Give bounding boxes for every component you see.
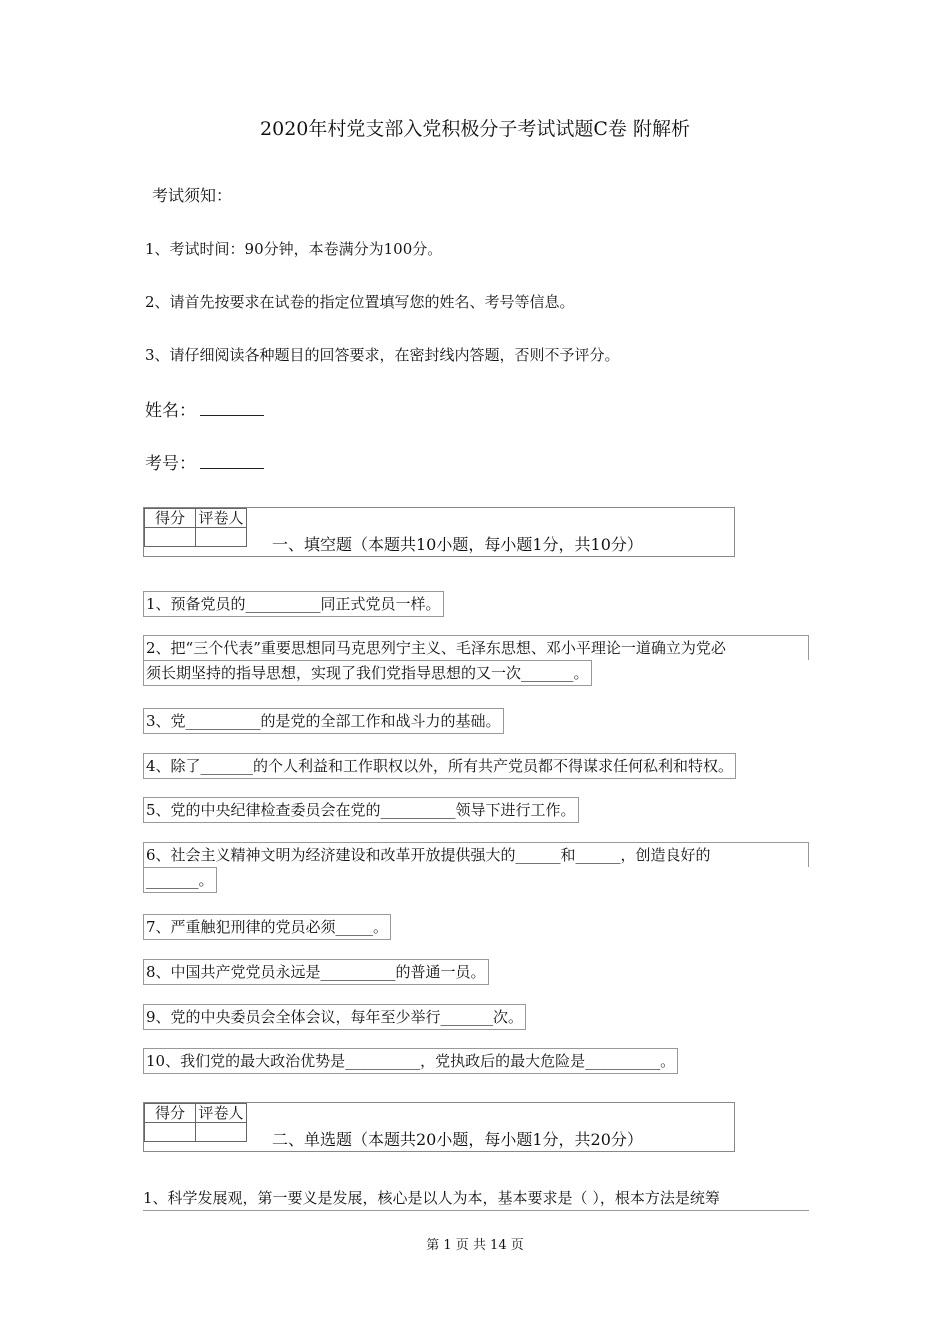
name-label: 姓名：	[145, 401, 196, 421]
question-2-line-1: 2、把“三个代表”重要思想同马克思列宁主义、毛泽东思想、邓小平理论一道确立为党必	[143, 635, 809, 660]
section-1-header	[143, 507, 735, 557]
question-6-line-1: 6、社会主义精神文明为经济建设和改革开放提供强大的______和______，创造良好的	[143, 842, 809, 867]
question-10: 10、我们党的最大政治优势是__________，党执政后的最大危险是__________。	[143, 1048, 678, 1074]
question-4: 4、除了_______的个人利益和工作职权以外，所有共产党员都不得谋求任何私利和特权。	[143, 753, 736, 779]
notice-item: 3、请仔细阅读各种题目的回答要求，在密封线内答题，否则不予评分。	[145, 346, 620, 364]
score-label: 得分	[145, 1104, 196, 1123]
grader-label: 评卷人	[196, 509, 247, 528]
id-field[interactable]	[145, 449, 264, 474]
question-3: 3、党__________的是党的全部工作和战斗力的基础。	[143, 708, 504, 734]
id-label: 考号：	[145, 454, 196, 474]
section-1-title: 一、填空题（本题共10小题，每小题1分，共10分）	[272, 535, 643, 554]
notice-item: 2、请首先按要求在试卷的指定位置填写您的姓名、考号等信息。	[145, 293, 575, 311]
section-2-header	[143, 1102, 735, 1152]
single-choice-question-1: 1、科学发展观，第一要义是发展，核心是以人为本，基本要求是（ ），根本方法是统筹	[143, 1186, 809, 1211]
id-blank[interactable]	[200, 452, 264, 469]
score-cell[interactable]	[145, 1123, 196, 1142]
notice-heading: 考试须知：	[152, 186, 233, 205]
question-7: 7、严重触犯刑律的党员必须_____。	[143, 914, 391, 940]
page-title: 2020年村党支部入党积极分子考试试题C卷 附解析	[260, 118, 690, 140]
question-6	[143, 842, 809, 893]
question-1: 1、预备党员的__________同正式党员一样。	[143, 591, 444, 617]
question-5: 5、党的中央纪律检查委员会在党的__________领导下进行工作。	[143, 797, 579, 823]
question-8: 8、中国共产党党员永远是__________的普通一员。	[143, 959, 489, 985]
name-blank[interactable]	[200, 399, 264, 416]
grader-label: 评卷人	[196, 1104, 247, 1123]
question-2	[143, 635, 809, 686]
section-2-title: 二、单选题（本题共20小题，每小题1分，共20分）	[272, 1130, 643, 1149]
grader-cell[interactable]	[196, 1123, 247, 1142]
score-table	[144, 1103, 247, 1142]
name-field[interactable]	[145, 396, 264, 421]
notice-item: 1、考试时间：90分钟，本卷满分为100分。	[145, 240, 443, 258]
question-2-line-2: 须长期坚持的指导思想，实现了我们党指导思想的又一次_______。	[143, 660, 592, 686]
page-footer: 第 1 页 共 14 页	[426, 1238, 524, 1253]
grader-cell[interactable]	[196, 528, 247, 547]
score-label: 得分	[145, 509, 196, 528]
score-table	[144, 508, 247, 547]
question-9: 9、党的中央委员会全体会议，每年至少举行_______次。	[143, 1004, 526, 1030]
score-cell[interactable]	[145, 528, 196, 547]
question-6-line-2: _______。	[143, 867, 217, 893]
